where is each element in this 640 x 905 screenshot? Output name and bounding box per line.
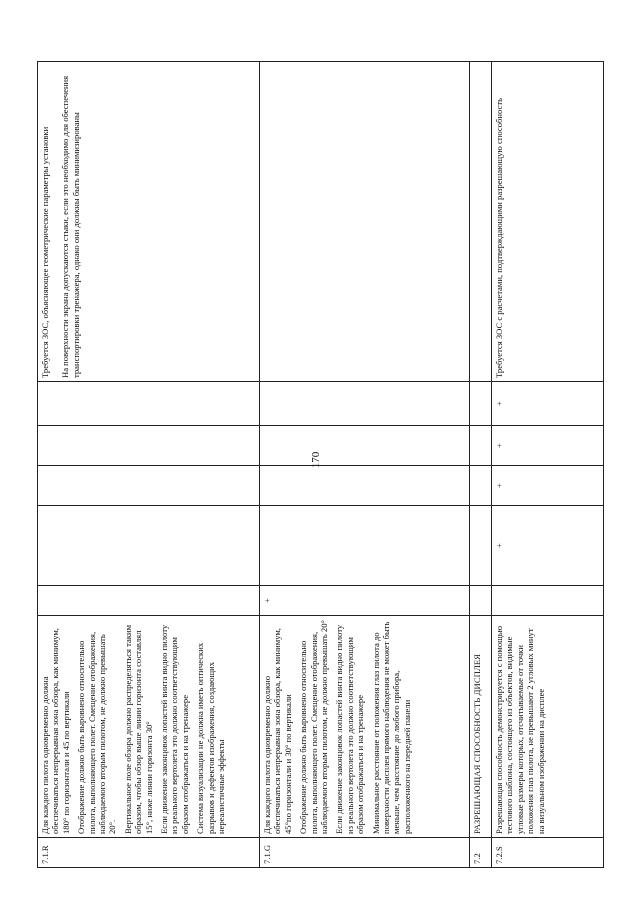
remark-paragraph: Требуется ЗОС с расчетами, подтверждающими разрешающую способность <box>494 97 504 378</box>
remarks-cell <box>492 62 604 382</box>
level-mark <box>38 466 260 506</box>
level-mark: + <box>492 466 604 506</box>
table-row <box>38 62 260 868</box>
row-code: 7.2.S <box>492 838 604 868</box>
requirement-paragraph: Минимальное расстояние от положения глаз пилота до поверхности дисплея прямого наблюдения не может быть меньше, чем расстояние до любого прибора, расположенного на передней панели <box>370 621 412 834</box>
level-mark: + <box>260 586 470 616</box>
remarks-cell <box>38 62 260 382</box>
level-mark <box>260 506 470 586</box>
row-code: 7.1.G <box>260 838 470 868</box>
requirement-paragraph: Отображение должно быть выровнено относительно пилота, выполняющего полет. Смещение отображения, наблюдаемого вторым пилотом, не должно превышать 20° <box>298 620 330 834</box>
requirement-paragraph: Система визуализации не должна иметь оптических разрывов и дефектов изображения, создающих нереалистичные эффекты <box>195 642 227 834</box>
requirement-text <box>38 616 260 838</box>
level-mark <box>260 426 470 466</box>
level-mark <box>38 506 260 586</box>
requirement-paragraph: Для каждого пилота одновременно должна обеспечиваться непрерывная зона обзора, как минимум, 180° по горизонтали и 45 по вертикали <box>40 628 71 834</box>
row-code: 7.2 <box>470 838 492 868</box>
level-mark <box>38 382 260 426</box>
row-code: 7.1.R <box>38 838 260 868</box>
remark-paragraph: Требуется ЗОС, объясняющее геометрические параметры установки <box>40 126 50 378</box>
requirement-paragraph: Вертикальное поле обзора должно распределяться таким образом, чтобы обзор выше линии горизонта составлял 15°, ниже линии горизонта 30° <box>122 624 154 834</box>
requirement-paragraph: Разрешающая способность демонстрируется с помощью тестового шаблона, состоящего из объектов, видимые угловые размеры которых, отсчитываемые от точки положения глаз пилота, не превышают 2 угловых минут на визуальном изображении на дисплее <box>494 625 546 834</box>
requirement-text <box>492 616 604 838</box>
section-heading-row <box>470 62 492 868</box>
requirements-table <box>37 61 604 868</box>
level-mark <box>38 586 260 616</box>
table-row <box>492 62 604 868</box>
table-row <box>260 62 470 868</box>
section-heading: РАЗРЕШАЮЩАЯ СПОСОБНОСТЬ ДИСПЛЕЯ <box>470 616 492 838</box>
level-mark: + <box>492 426 604 466</box>
rotated-table-container <box>37 62 603 868</box>
requirement-paragraph: Если движение законцовок лопастей винта видно пилоту из реального вертолета это должно соответствующим образом отображаться и на тренажере <box>159 624 190 834</box>
level-mark: + <box>492 382 604 426</box>
level-mark <box>260 466 470 506</box>
level-mark <box>492 586 604 616</box>
requirement-text <box>260 616 470 838</box>
requirement-paragraph: Для каждого пилота одновременно должно обеспечиваться непрерывная зона обзора, как минимум, 45°по горизонтали и 30° по вертикали <box>262 628 293 834</box>
requirement-paragraph: Отображение должно быть выровнено относительно пилота, выполняющего полет. Смещение отображения, наблюдаемого вторым пилотом, не должно превышать 20°. <box>76 631 118 834</box>
remarks-cell <box>260 62 470 382</box>
page-number: 170 <box>310 451 322 469</box>
level-mark: + <box>492 506 604 586</box>
requirement-paragraph: Если движение законцовок лопастей винта видно пилоту из реального вертолета это должно соответствующим образом отображаться и на тренажере <box>334 624 366 834</box>
level-mark <box>38 426 260 466</box>
remark-paragraph: На поверхности экрана допускаются стыки, если это необходимо для обеспечения транспортировки тренажера, однако они должны быть минимизированы <box>60 75 81 378</box>
level-mark <box>260 382 470 426</box>
